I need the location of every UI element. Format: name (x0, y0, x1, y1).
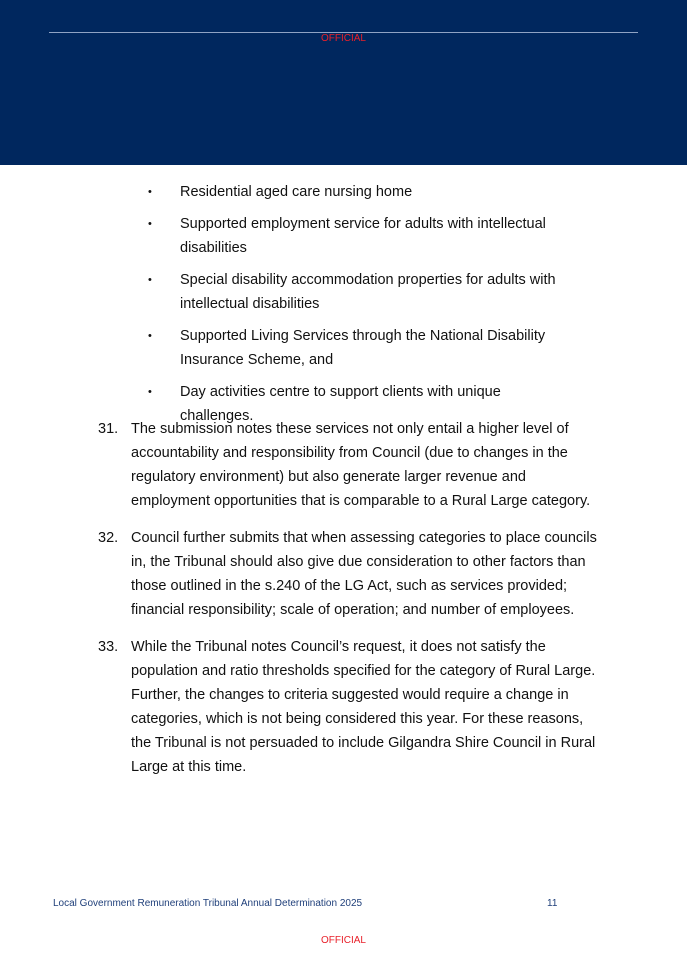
bullet-text: Supported Living Services through the National Disability Insurance Scheme, and (180, 328, 546, 368)
paragraph-number: 33. (98, 639, 119, 655)
bullet-symbol: • (148, 386, 152, 398)
bullet-item (148, 268, 568, 316)
bullet-text: Residential aged care nursing home (180, 184, 413, 200)
bullet-symbol: • (148, 186, 152, 198)
paragraph-text: Council further submits that when assessing categories to place councils in, the Tribunal should also give due consideration to other factors than those outlined in the s.240 of the LG Act, such as services provided; financial responsibility; scale of operation; and number of employees. (131, 530, 597, 618)
paragraph-number: 32. (98, 530, 119, 546)
bullet-symbol: • (148, 330, 152, 342)
numbered-paragraph-32 (98, 526, 598, 622)
paragraph-text: While the Tribunal notes Council’s request, it does not satisfy the population and ratio thresholds specified for the category of Rural Large. Further, the changes to criteria suggested would require a change in categories, which is not being considered this year. For these reasons, the Tribunal is not persuaded to include Gilgandra Shire Council in Rural Large at this time. (131, 639, 596, 775)
bullet-text: Day activities centre to support clients with unique challenges. (180, 384, 501, 424)
classification-marking-top: OFFICIAL (320, 33, 366, 44)
numbered-paragraph-31 (98, 417, 598, 513)
paragraph-number: 31. (98, 421, 119, 437)
bullet-item (148, 212, 568, 260)
page-number: 11 (547, 898, 558, 909)
bullet-symbol: • (148, 218, 152, 230)
bullet-item (148, 324, 568, 372)
header-band (0, 0, 687, 165)
bullet-text: Supported employment service for adults with intellectual disabilities (180, 216, 546, 256)
footer-document-title: Local Government Remuneration Tribunal Annual Determination 2025 (53, 898, 363, 909)
bullet-text: Special disability accommodation properties for adults with intellectual disabilities (180, 272, 556, 312)
numbered-paragraph-33 (98, 635, 598, 779)
classification-marking-bottom: OFFICIAL (320, 935, 366, 946)
bullet-symbol: • (148, 274, 152, 286)
bullet-item (148, 180, 568, 204)
paragraph-text: The submission notes these services not only entail a higher level of accountability and responsibility from Council (due to changes in the regulatory environment) but also generate larger revenue and employment opportunities that is comparable to a Rural Large category. (131, 421, 591, 509)
